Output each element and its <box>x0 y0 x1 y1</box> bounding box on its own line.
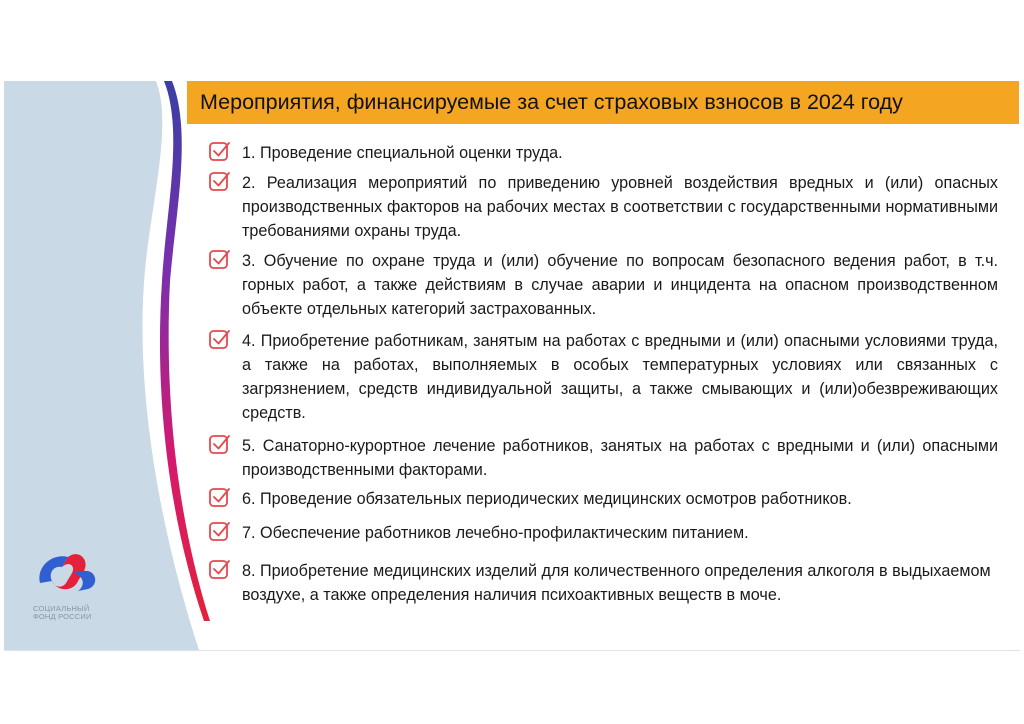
list-item <box>208 141 1008 165</box>
list-item <box>208 521 1008 545</box>
logo-caption-line-1: СОЦИАЛЬНЫЙ <box>33 604 90 613</box>
list-item-text: 1. Проведение специальной оценки труда. <box>242 144 563 162</box>
logo-caption-line-2: ФОНД РОССИИ <box>33 612 92 621</box>
list-item-text: 3. Обучение по охране труда и (или) обучение по вопросам безопасного ведения работ, в т.ч. горных работ, а также действиям в случае аварии и инцидента на опасном производственном объекте отдельных категорий застрахованных. <box>242 252 998 318</box>
checkbox-checked-icon <box>208 247 232 271</box>
page-title: Мероприятия, финансируемые за счет страховых взносов в 2024 году <box>200 90 903 114</box>
list-item <box>208 329 1008 425</box>
list-item <box>208 559 1008 607</box>
checkbox-checked-icon <box>208 327 232 351</box>
list-item-text: 6. Проведение обязательных периодических медицинских осмотров работников. <box>242 490 852 508</box>
checkbox-checked-icon <box>208 557 232 581</box>
list-item-text: 2. Реализация мероприятий по приведению уровней воздействия вредных и (или) опасных производственных факторов на рабочих местах в соответствии с государственными нормативными требованиями охраны труда. <box>242 174 998 240</box>
slide <box>4 81 1020 651</box>
list-item-text: 7. Обеспечение работников лечебно-профилактическим питанием. <box>242 524 749 542</box>
checkbox-checked-icon <box>208 519 232 543</box>
list-item <box>208 487 1008 511</box>
logo-caption <box>33 605 92 621</box>
checkbox-checked-icon <box>208 169 232 193</box>
list-item-text: 8. Приобретение медицинских изделий для количественного определения алкоголя в выдыхаемом воздухе, а также определения наличия психоактивных веществ в моче. <box>242 562 991 604</box>
list-item <box>208 171 1008 243</box>
list-item <box>208 249 1008 321</box>
list-item-text: 5. Санаторно-курортное лечение работников, занятых на работах с вредными и (или) опасными производственными факторами. <box>242 437 998 479</box>
sfr-logo-icon <box>34 545 104 600</box>
checkbox-checked-icon <box>208 139 232 163</box>
list-item <box>208 434 1008 482</box>
checkbox-checked-icon <box>208 432 232 456</box>
checkbox-checked-icon <box>208 485 232 509</box>
list-item-text: 4. Приобретение работникам, занятым на работах с вредными и (или) опасными условиями труда, а также на работах, выполняемых в особых температурных условиях или связанных с загрязнением, средств индивидуальной защиты, а также смывающих и (или)обезвреживающих средств. <box>242 332 998 422</box>
title-bar <box>187 81 1019 124</box>
